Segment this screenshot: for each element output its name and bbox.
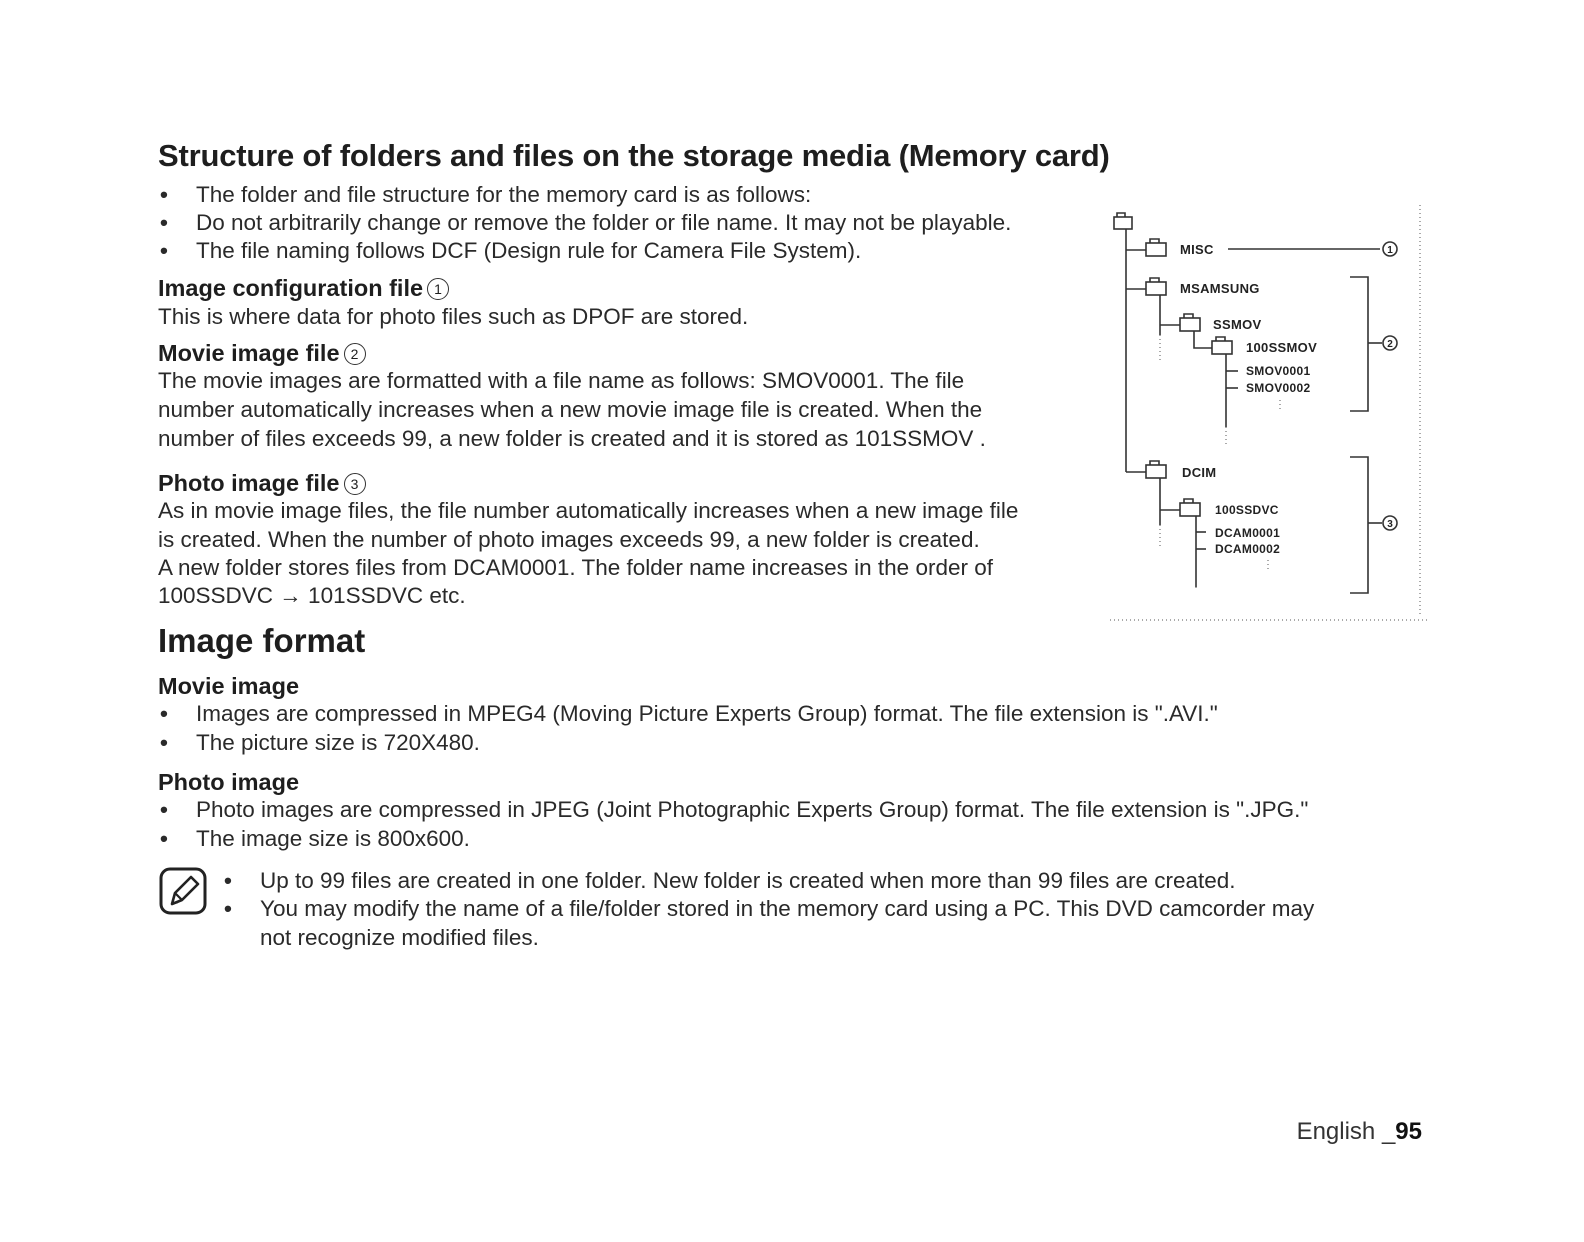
tree-label-smov0001: SMOV0001 <box>1246 364 1311 378</box>
ssmov100-folder-icon <box>1212 341 1232 354</box>
circled-number-1: 1 <box>427 278 449 300</box>
circled-number-2: 2 <box>344 343 366 365</box>
photo-file-text: 100SSDVC → 101SSDVC etc. <box>158 583 466 608</box>
movie-file-text: The movie images are formatted with a file name as follows: SMOV0001. The file <box>158 368 965 393</box>
ssdvc100-folder-icon <box>1180 503 1200 516</box>
movie-file-text: number automatically increases when a new movie image file is created. When the <box>158 397 983 422</box>
tree-label-100ssdvc: 100SSDVC <box>1215 503 1279 517</box>
photo-image-heading: Photo image <box>158 769 300 795</box>
image-format-title: Image format <box>158 622 366 659</box>
folder-tree-diagram <box>1100 195 1440 635</box>
tree-label-misc: MISC <box>1180 242 1214 257</box>
footer-language: English _ <box>1296 1118 1396 1145</box>
image-config-text: This is where data for photo files such as DPOF are stored. <box>158 304 749 329</box>
tree-num-1: 1 <box>1387 245 1393 256</box>
movie-file-heading: Movie image file 2 <box>158 340 366 367</box>
msamsung-folder-icon <box>1146 282 1166 295</box>
movie-file-text: number of files exceeds 99, a new folder is created and it is stored as 101SSMOV . <box>158 426 986 451</box>
misc-folder-icon <box>1146 243 1166 256</box>
dcim-folder-icon <box>1146 465 1166 478</box>
tree-num-3: 3 <box>1387 519 1393 530</box>
page-title: Structure of folders and files on the storage media (Memory card) <box>158 138 1110 173</box>
circled-number-3: 3 <box>344 473 366 495</box>
page-footer <box>1297 1118 1422 1146</box>
tree-label-ssmov: SSMOV <box>1213 317 1262 332</box>
note-pencil-icon <box>158 866 208 916</box>
tree-label-100ssmov: 100SSMOV <box>1246 340 1318 355</box>
tree-label-smov0002: SMOV0002 <box>1246 381 1311 395</box>
root-folder-icon <box>1114 217 1132 229</box>
tree-label-dcam0002: DCAM0002 <box>1215 542 1281 556</box>
image-config-heading: Image configuration file 1 <box>158 275 449 302</box>
tree-label-dcim: DCIM <box>1182 465 1217 480</box>
tree-label-dcam0001: DCAM0001 <box>1215 526 1281 540</box>
tree-num-2: 2 <box>1387 339 1393 350</box>
photo-file-text: As in movie image files, the file number automatically increases when a new image file <box>158 498 1019 523</box>
photo-file-text: is created. When the number of photo images exceeds 99, a new folder is created. <box>158 527 980 552</box>
photo-file-heading: Photo image file 3 <box>158 470 366 497</box>
photo-file-text: A new folder stores files from DCAM0001. The folder name increases in the order of <box>158 555 993 580</box>
tree-label-msamsung: MSAMSUNG <box>1180 281 1260 296</box>
movie-image-heading: Movie image <box>158 673 300 699</box>
ssmov-folder-icon <box>1180 318 1200 331</box>
page-number: 95 <box>1395 1118 1422 1145</box>
